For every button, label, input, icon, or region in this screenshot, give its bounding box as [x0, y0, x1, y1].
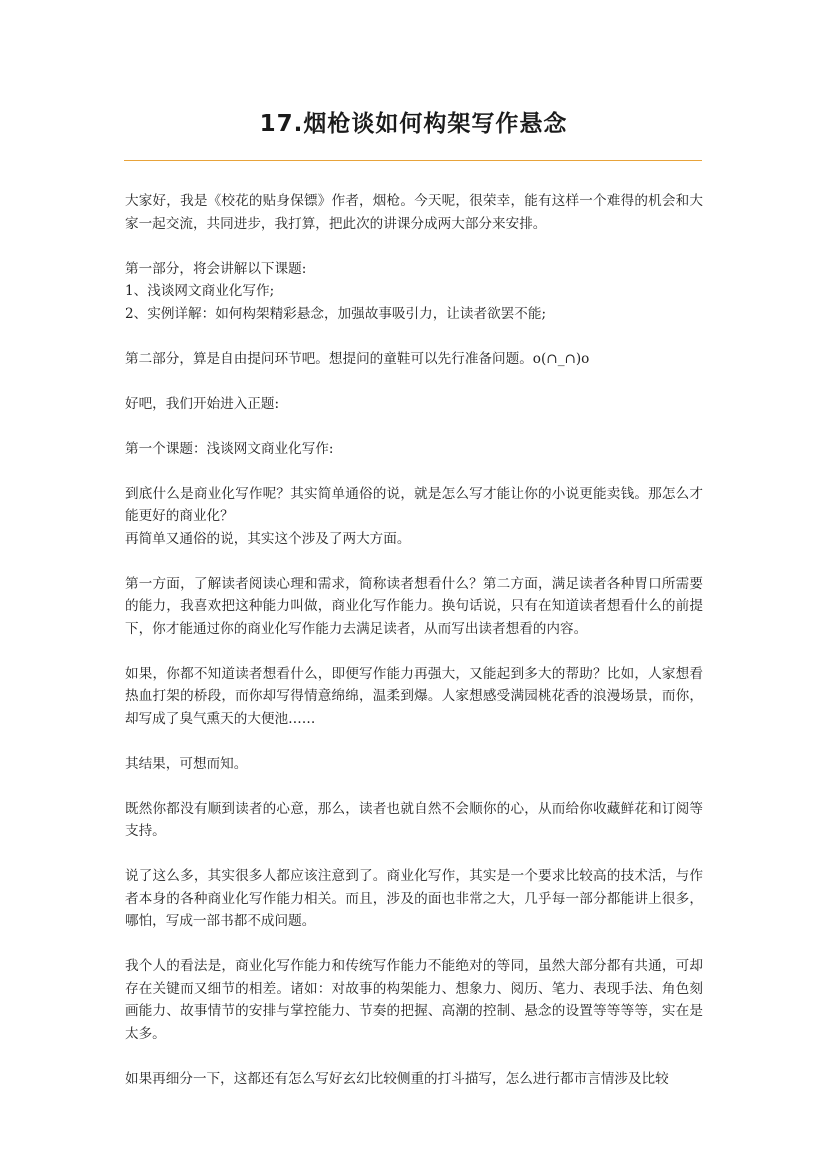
paragraph [125, 393, 703, 416]
paragraph [125, 483, 703, 551]
paragraph-line: 第一方面，了解读者阅读心理和需求，简称读者想看什么？第二方面，满足读者各种胃口所需要的能力，我喜欢把这种能力叫做，商业化写作能力。换句话说，只有在知道读者想看什么的前提下，你才能通过你的商业化写作能力去满足读者，从而写出读者想看的内容。 [125, 575, 703, 637]
document-title: 17.烟枪谈如何构架写作悬念 [259, 111, 568, 137]
paragraph [125, 190, 703, 235]
paragraph [125, 955, 703, 1045]
paragraph-line: 好吧，我们开始进入正题: [125, 395, 280, 412]
paragraph [125, 258, 703, 326]
paragraph [125, 663, 703, 731]
paragraph [125, 573, 703, 641]
paragraph-line: 说了这么多，其实很多人都应该注意到了。商业化写作，其实是一个要求比较高的技术活，与作者本身的各种商业化写作能力相关。而且，涉及的面也非常之大，几乎每一部分都能讲上很多，哪怕，写成一部书都不成问题。 [125, 868, 703, 929]
paragraph-line: 如果，你都不知道读者想看什么，即便写作能力再强大，又能起到多大的帮助？比如，人家想看热血打架的桥段，而你却写得情意绵绵，温柔到爆。人家想感受满园桃花香的浪漫场景，而你，却写成了臭气熏天的大便池…… [125, 665, 703, 727]
paragraph-line: 再简单又通俗的说，其实这个涉及了两大方面。 [125, 530, 411, 547]
paragraph [125, 865, 703, 933]
paragraph [125, 1068, 703, 1091]
title-divider [124, 160, 702, 161]
paragraph-line: 如果再细分一下，这都还有怎么写好玄幻比较侧重的打斗描写，怎么进行都市言情涉及比较 [125, 1070, 669, 1087]
paragraph-line: 1、浅谈网文商业化写作; [125, 283, 275, 299]
paragraph-line: 其结果，可想而知。 [125, 755, 248, 772]
paragraph [125, 798, 703, 843]
paragraph-line: 第一部分，将会讲解以下课题: [125, 260, 307, 277]
paragraph [125, 348, 703, 371]
paragraph-line: 到底什么是商业化写作呢？其实简单通俗的说，就是怎么写才能让你的小说更能卖钱。那怎么才能更好的商业化？ [125, 485, 703, 524]
paragraph-line: 第一个课题：浅谈网文商业化写作: [125, 440, 334, 457]
paragraph-line: 大家好，我是《校花的贴身保镖》作者，烟枪。今天呢，很荣幸，能有这样一个难得的机会和大家一起交流，共同进步，我打算，把此次的讲课分成两大部分来安排。 [125, 193, 703, 232]
paragraph-line: 第二部分，算是自由提问环节吧。想提问的童鞋可以先行准备问题。o(∩_∩)o [125, 350, 590, 367]
paragraph-line: 2、实例详解：如何构架精彩悬念，加强故事吸引力，让读者欲罢不能; [125, 305, 547, 322]
paragraph-line: 我个人的看法是，商业化写作能力和传统写作能力不能绝对的等同，虽然大部分都有共通，可却存在关键而又细节的相差。诸如：对故事的构架能力、想象力、阅历、笔力、表现手法、角色刻画能力、故事情节的安排与掌控能力、节奏的把握、高潮的控制、悬念的设置等等等等，实在是太多。 [125, 958, 703, 1042]
paragraph [125, 438, 703, 461]
document-body [125, 190, 703, 1113]
paragraph [125, 753, 703, 776]
paragraph-line: 既然你都没有顺到读者的心意，那么，读者也就自然不会顺你的心，从而给你收藏鲜花和订阅等支持。 [125, 800, 703, 839]
